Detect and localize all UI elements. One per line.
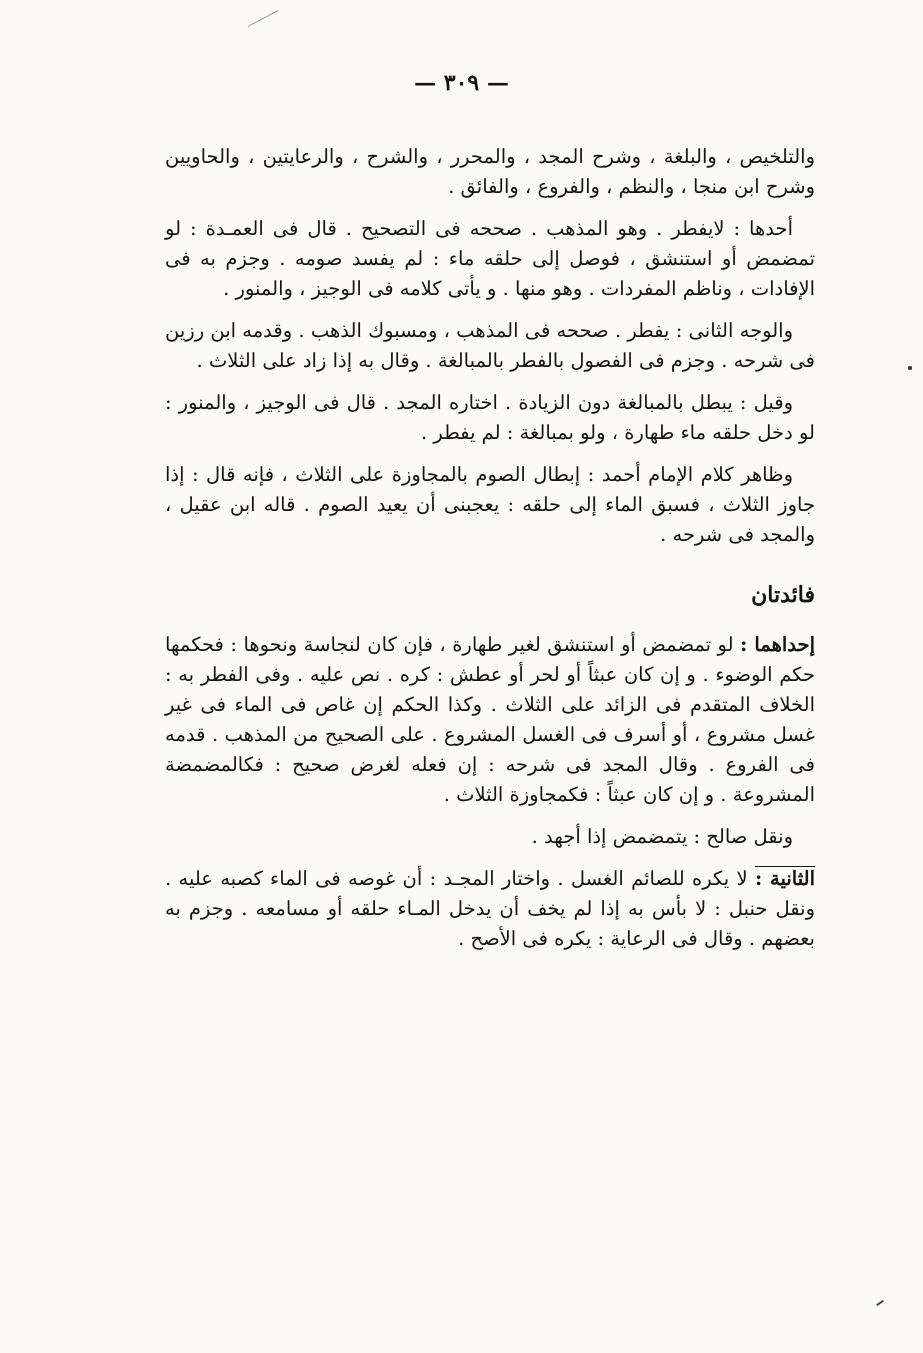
paragraph-text: والتلخيص ، والبلغة ، وشرح المجد ، والمحرر ، والشرح ، والرعايتين ، والحاويين وشرح ابن منجا ، والنظم ، والفروع ، والفائق . [165, 145, 815, 198]
margin-dot [908, 366, 912, 370]
paragraph-text: لا يكره للصائم الغسل . واختار المجـد : أن غوصه فى الماء كصبه عليه . ونقل حنبل : لا بأس به إذا لم يخف أن يدخل المـاء حلقه أو مسامعه . وجزم به بعضهم . وقال فى الرعاية : يكره فى الأصح . [165, 867, 815, 950]
paragraph-text: لو تمضمض أو استنشق لغير طهارة ، فإن كان لنجاسة ونحوها : فحكمها حكم الوضوء . و إن كان عبثاً أو لحر أو عطش : كره . نص عليه . وفى الفطر به : الخلاف المتقدم فى الزائد على الثلاث . وكذا الحكم إن غاص فى الماء فى غير غسل مشروع ، أو أسرف فى الغسل المشروع . على الصحيح من المذهب . قدمه فى الفروع . وقال المجد فى شرحه : إن فعله لغرض صحيح : فكالمضمضة المشروعة . و إن كان عبثاً : فكمجاوزة الثلاث . [165, 633, 815, 806]
paragraph-text: وظاهر كلام الإمام أحمد : إبطال الصوم بالمجاوزة على الثلاث ، فإنه قال : إذا جاوز الثلاث ، فسبق الماء إلى حلقه : يعجبنى أن يعيد الصوم . قاله ابن عقيل ، والمجد فى شرحه . [165, 463, 815, 546]
stray-pen-mark [248, 10, 278, 27]
paragraph [165, 316, 815, 376]
paragraph [165, 460, 815, 550]
paragraph [165, 630, 815, 810]
paragraph [165, 142, 815, 202]
body-text [165, 142, 815, 966]
paragraph-text: والوجه الثانى : يفطر . صححه فى المذهب ، ومسبوك الذهب . وقدمه ابن رزين فى شرحه . وجزم فى الفصول بالفطر بالمبالغة . وقال به إذا زاد على الثلاث . [165, 319, 815, 372]
paragraph [165, 822, 815, 852]
paragraph [165, 864, 815, 954]
section-heading: فائدتان [751, 582, 815, 608]
paragraph-text: ونقل صالح : يتمضمض إذا أجهد . [531, 825, 793, 848]
page-number: — ٣٠٩ — [414, 70, 509, 96]
paragraph-text: وقيل : يبطل بالمبالغة دون الزيادة . اختاره المجد . قال فى الوجيز ، والمنور : لو دخل حلقه ماء طهارة ، ولو بمبالغة : لم يفطر . [165, 391, 815, 444]
paragraph [165, 388, 815, 448]
stray-pen-mark [876, 1300, 884, 1306]
paragraph-lead: الثانية : [754, 867, 815, 890]
paragraph-text: أحدها : لايفطر . وهو المذهب . صححه فى التصحيح . قال فى العمـدة : لو تمضمض أو استنشق ، فوصل إلى حلقه ماء : لم يفسد صومه . وجزم به فى الإفادات ، وناظم المفردات . وهو منها . و يأتى كلامه فى الوجيز ، والمنور . [165, 217, 815, 300]
paragraph [165, 214, 815, 304]
paragraph-lead: إحداهما : [740, 633, 815, 656]
